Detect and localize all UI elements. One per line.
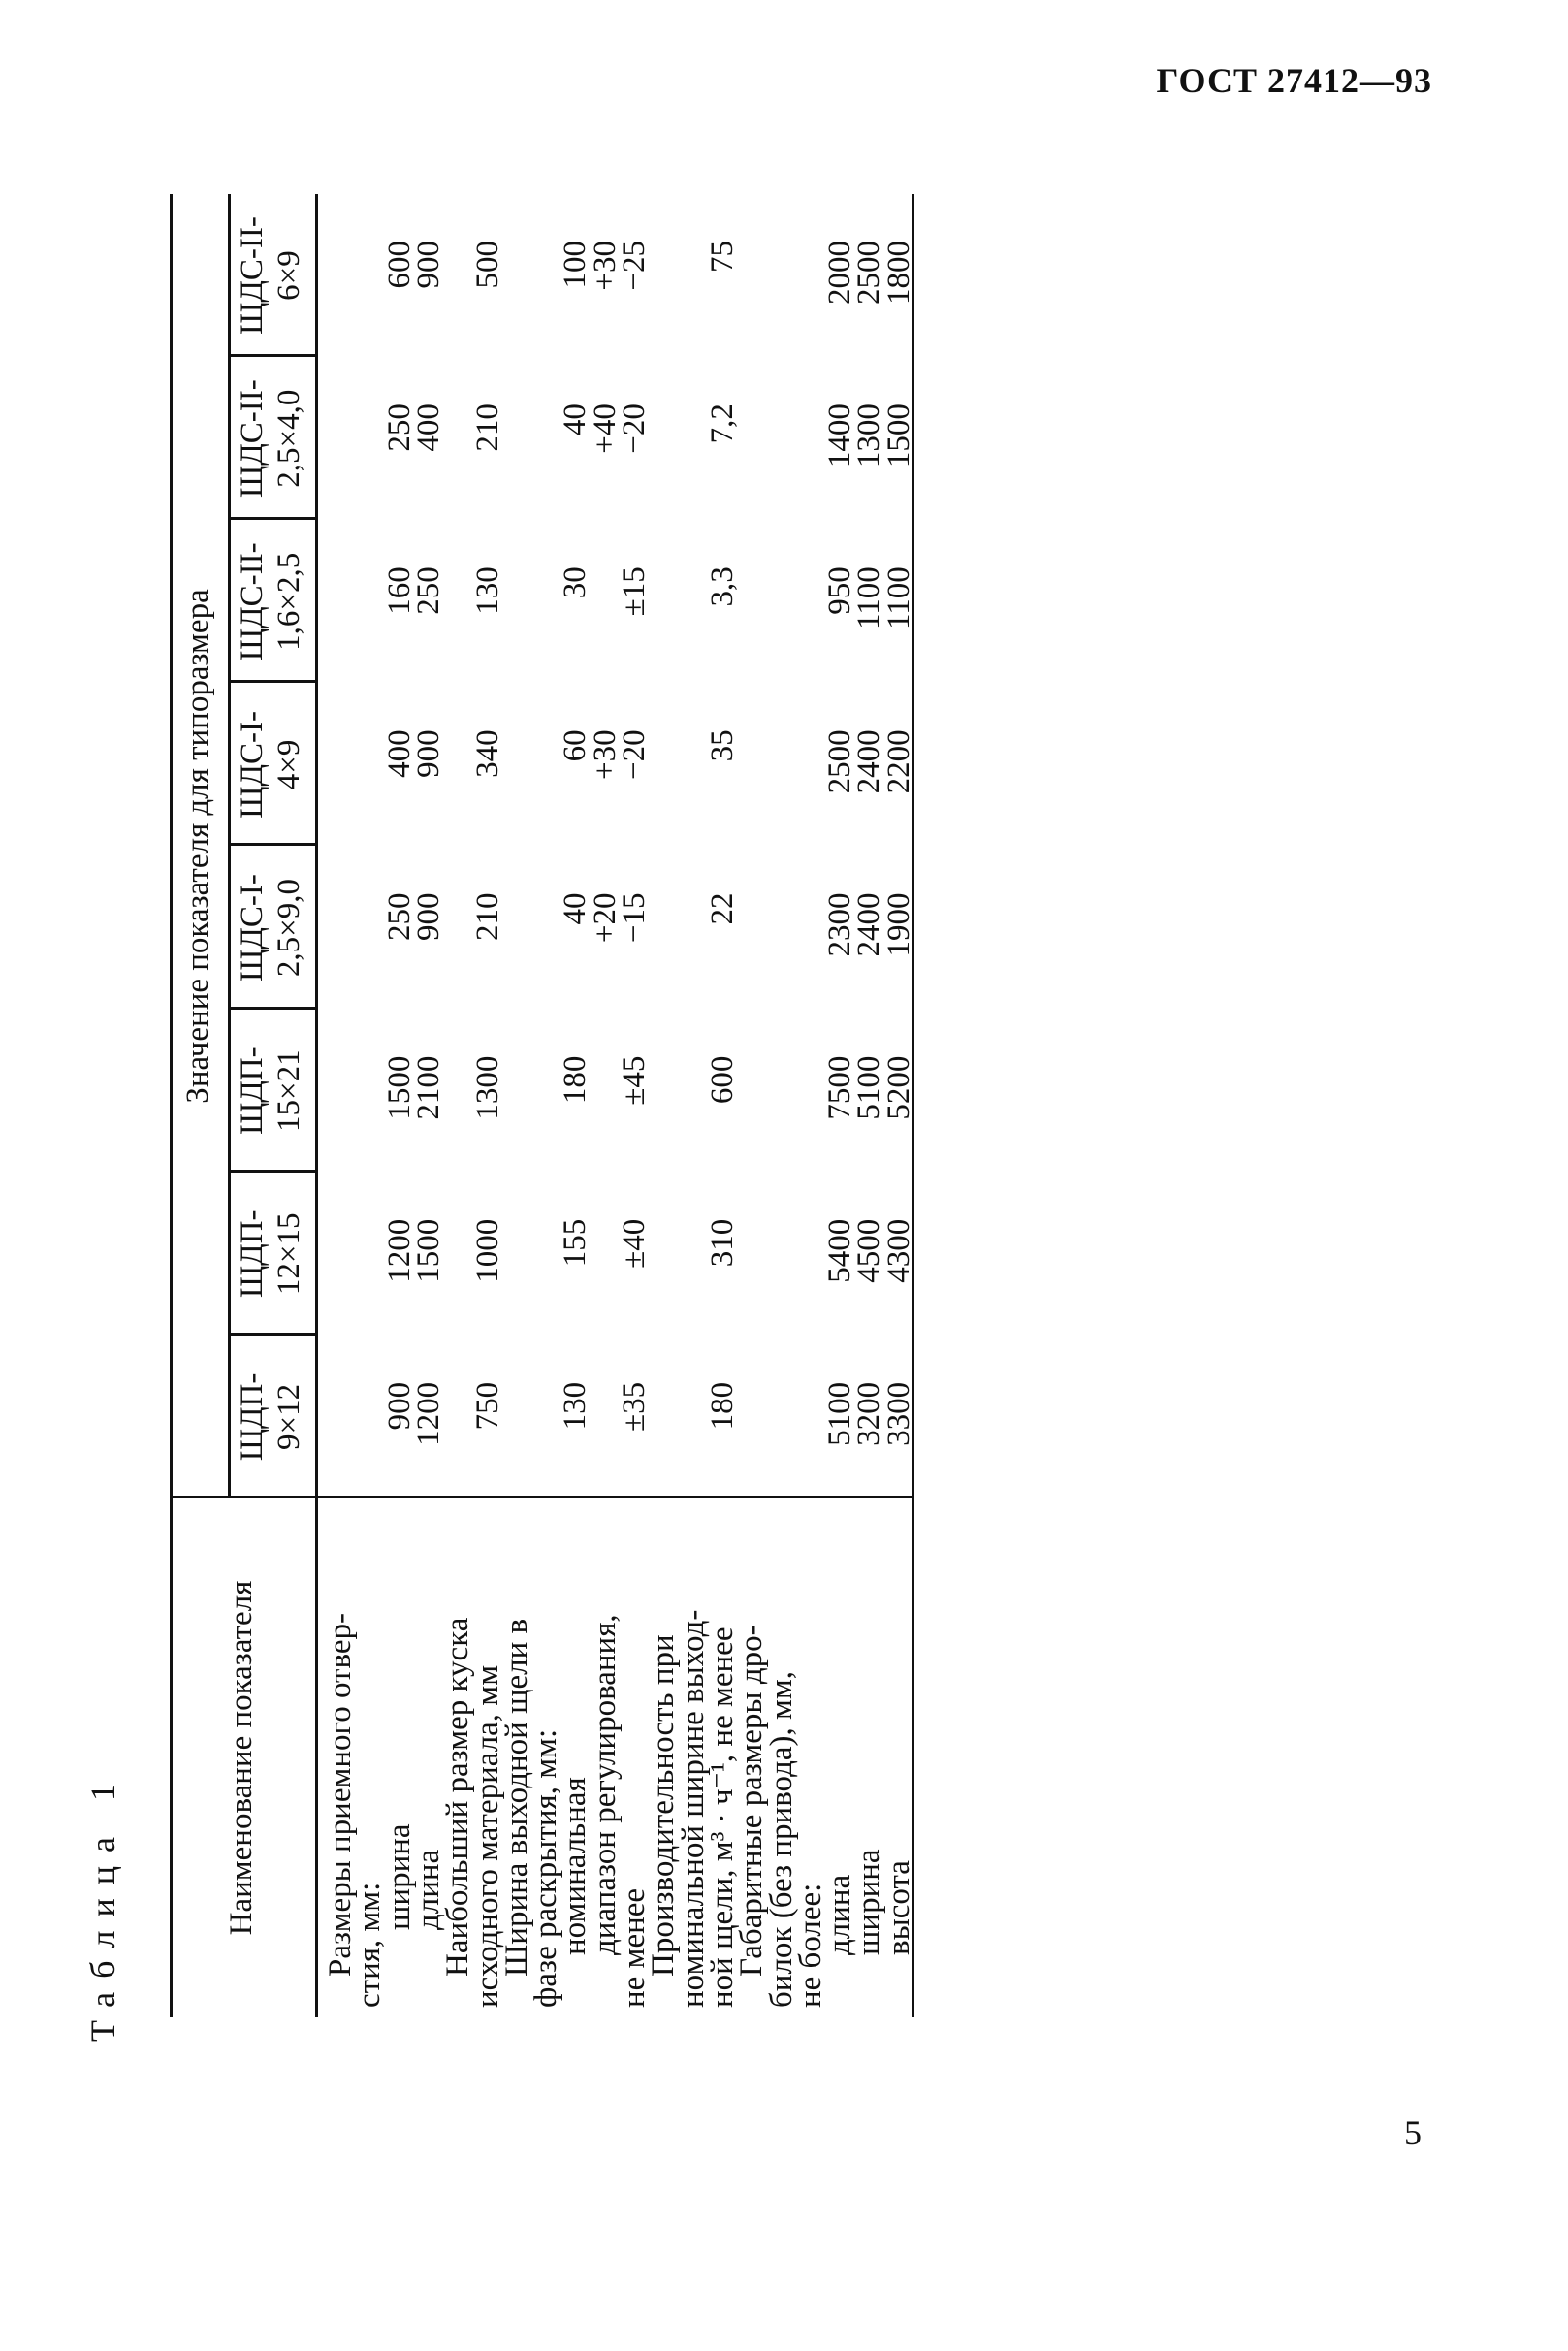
cell-value: 40	[558, 892, 593, 925]
column-header	[228, 1010, 315, 1173]
param-line: не менее	[617, 1887, 652, 2008]
cell-value: 1500	[410, 1218, 446, 1283]
cell-value: 5200	[880, 1055, 916, 1120]
param-line: Ширина выходной щели в	[498, 1618, 534, 1977]
cell-value: 900	[410, 241, 446, 289]
cell-value: 1200	[410, 1381, 446, 1446]
cell-value: −15	[617, 892, 652, 944]
param-line: ширина	[381, 1823, 417, 1930]
cell-value: 2500	[851, 241, 887, 305]
cell-value: 4300	[880, 1218, 916, 1283]
cell-value: 2300	[822, 892, 858, 957]
param-line: диапазон регулирования,	[587, 1614, 623, 1955]
cell-value: 2500	[822, 729, 858, 794]
cell-value: 900	[381, 1381, 417, 1431]
cell-value: 900	[410, 729, 446, 778]
cell-value: 3,3	[704, 566, 740, 607]
cell-value: 35	[704, 729, 740, 762]
cell-value: 600	[704, 1055, 740, 1105]
cell-value: 1100	[880, 566, 916, 630]
param-line: ной щели, м³ · ч⁻¹, не менее	[704, 1626, 740, 2008]
cell-value: −20	[617, 403, 652, 454]
param-line: фазе раскрытия, мм:	[528, 1728, 564, 2008]
cell-value: 750	[469, 1381, 505, 1431]
param-line: Размеры приемного отвер-	[323, 1612, 358, 1977]
cell-value: 500	[469, 241, 505, 289]
column-header-line1: ЩДС-II-	[235, 542, 271, 661]
column-header-line1: ЩДП-	[235, 1047, 271, 1135]
param-line: длина	[822, 1874, 858, 1955]
column-header-line2: 6×9	[272, 250, 306, 301]
cell-value: 7,2	[704, 403, 740, 444]
param-line: номинальная	[558, 1777, 593, 1955]
cell-value: 400	[381, 729, 417, 778]
table-caption: Таблица 1	[83, 1770, 122, 2042]
column-header-line2: 2,5×9,0	[272, 879, 306, 978]
cell-value: ±40	[617, 1218, 652, 1269]
cell-value: 250	[381, 403, 417, 452]
param-line: Наибольший размер куска	[440, 1617, 476, 1977]
cell-value: 100	[558, 241, 593, 289]
column-header-line2: 12×15	[272, 1212, 306, 1296]
cell-value: 600	[381, 241, 417, 289]
param-line: ширина	[851, 1849, 887, 1955]
column-header-line1: ЩДС-I-	[235, 874, 271, 982]
cell-value: 340	[469, 729, 505, 778]
cell-value: 250	[381, 892, 417, 941]
column-header-line2: 15×21	[272, 1049, 306, 1132]
cell-value: 2100	[410, 1055, 446, 1120]
cell-value: 1500	[381, 1055, 417, 1120]
param-line: исходного материала, мм	[469, 1664, 505, 2008]
cell-value: 2400	[851, 892, 887, 957]
cell-value: 180	[704, 1381, 740, 1431]
cell-value: 310	[704, 1218, 740, 1268]
cell-value: 210	[469, 403, 505, 452]
cell-value: 4500	[851, 1218, 887, 1283]
cell-value: 40	[558, 403, 593, 436]
column-header-line1: ЩДС-II-	[235, 379, 271, 499]
value-header: Значение показателя для типоразмера	[180, 589, 216, 1104]
column-header-line1: ЩДС-I-	[235, 711, 271, 819]
column-header-line1: ЩДП-	[235, 1372, 271, 1462]
param-line: номинальной ширине выход-	[675, 1609, 711, 2008]
cell-value: ±15	[617, 566, 652, 617]
cell-value: +30	[587, 241, 623, 291]
cell-value: 5400	[822, 1218, 858, 1283]
cell-value: 60	[558, 729, 593, 762]
cell-value: 3200	[851, 1381, 887, 1446]
cell-value: ±35	[617, 1381, 652, 1432]
cell-value: 400	[410, 403, 446, 452]
cell-value: 950	[822, 566, 858, 615]
cell-value: 2400	[851, 729, 887, 794]
cell-value: 2000	[822, 241, 858, 305]
cell-value: +40	[587, 403, 623, 454]
column-header	[228, 357, 315, 520]
cell-value: 7500	[822, 1055, 858, 1120]
column-header-line2: 4×9	[272, 739, 306, 790]
cell-value: +30	[587, 729, 623, 780]
cell-value: +20	[587, 892, 623, 944]
cell-value: 5100	[822, 1381, 858, 1446]
column-header-line1: ЩДП-	[235, 1209, 271, 1299]
cell-value: 1400	[822, 403, 858, 468]
column-header	[228, 1173, 315, 1336]
page-number: 5	[1404, 2113, 1422, 2152]
column-header	[228, 847, 315, 1010]
param-line: Габаритные размеры дро-	[734, 1625, 770, 1977]
standard-id: ГОСТ 27412—93	[1156, 61, 1432, 100]
cell-value: 160	[381, 566, 417, 615]
param-line: длина	[410, 1849, 446, 1930]
cell-value: 155	[558, 1218, 593, 1268]
cell-value: 130	[469, 566, 505, 615]
column-header-line2: 1,6×2,5	[272, 552, 306, 651]
param-line: билок (без привода), мм,	[763, 1670, 799, 2008]
column-header	[228, 1336, 315, 1498]
param-line: стия, мм:	[352, 1882, 388, 2008]
cell-value: 180	[558, 1055, 593, 1105]
cell-value: ±45	[617, 1055, 652, 1106]
cell-value: 22	[704, 892, 740, 925]
cell-value: 1500	[880, 403, 916, 468]
column-header	[228, 520, 315, 683]
cell-value: 1300	[851, 403, 887, 468]
param-line: высота	[880, 1860, 916, 1955]
column-header-line1: ЩДС-II-	[235, 216, 271, 335]
table-rule-header	[315, 194, 318, 2017]
param-header: Наименование показателя	[224, 1580, 260, 1936]
cell-value: 1200	[381, 1218, 417, 1283]
cell-value: 1000	[469, 1218, 505, 1283]
cell-value: 30	[558, 566, 593, 599]
column-header	[228, 683, 315, 846]
cell-value: 2200	[880, 729, 916, 794]
cell-value: 210	[469, 892, 505, 941]
cell-value: −25	[617, 241, 652, 291]
param-line: не более:	[792, 1883, 828, 2008]
cell-value: 130	[558, 1381, 593, 1431]
cell-value: 3300	[880, 1381, 916, 1446]
cell-value: 1300	[469, 1055, 505, 1120]
cell-value: 1900	[880, 892, 916, 957]
rotated-table	[170, 175, 1411, 2017]
cell-value: 1800	[880, 241, 916, 305]
cell-value: 75	[704, 241, 740, 273]
column-header-line2: 9×12	[272, 1383, 306, 1450]
column-header-line2: 2,5×4,0	[272, 389, 306, 488]
param-line: Производительность при	[646, 1634, 682, 1977]
cell-value: 250	[410, 566, 446, 615]
column-header	[228, 194, 315, 357]
cell-value: −20	[617, 729, 652, 780]
cell-value: 5100	[851, 1055, 887, 1120]
cell-value: 900	[410, 892, 446, 941]
cell-value: 1100	[851, 566, 887, 630]
